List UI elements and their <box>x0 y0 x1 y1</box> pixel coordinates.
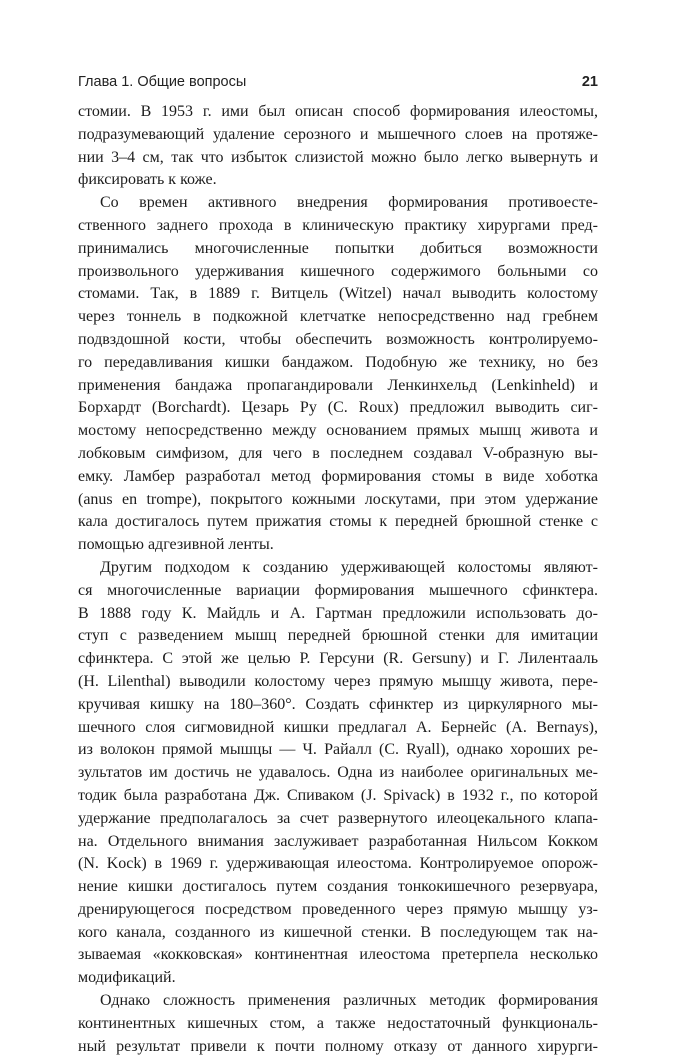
paragraph-2 <box>78 192 598 557</box>
text-line: Борхардт (Borchardt). Цезарь Ру (C. Roux) предложил выводить сиг- <box>78 399 598 417</box>
text-line: тодик была разработана Дж. Спиваком (J. Spivack) в 1932 г., по которой <box>78 786 598 804</box>
text-line: ся многочисленные вариации формирования мышечного сфинктера. <box>78 581 598 599</box>
text-line: помощью адгезивной ленты. <box>78 536 274 554</box>
text-line: стомии. В 1953 г. ими был описан способ формирования илеостомы, <box>78 103 598 120</box>
text-line: емку. Ламбер разработал метод формирования стомы в виде хоботка <box>78 467 598 485</box>
text-line: лобковым симфизом, для чего в последнем создавал V-образную вы- <box>78 444 598 462</box>
body-text <box>78 101 598 1058</box>
text-line: нии 3–4 см, так что избыток слизистой можно было легко вывернуть и <box>78 148 598 166</box>
paragraph-3 <box>78 557 598 990</box>
paragraph-1 <box>78 101 598 192</box>
text-line: ступ с разведением мышц передней брюшной стенки для имитации <box>78 627 598 645</box>
text-line: на. Отдельного внимания заслуживает разработанная Нильсом Кокком <box>78 832 598 850</box>
chapter-title: Глава 1. Общие вопросы <box>78 74 247 90</box>
text-line: принимались многочисленные попытки добиться возможности <box>78 239 598 257</box>
text-line: дренирующегося посредством проведенного через прямую мышцу уз- <box>78 900 598 918</box>
text-line: Другим подходом к созданию удерживающей колостомы являют- <box>100 558 598 576</box>
text-line: (anus en trompe), покрытого кожными лоскутами, при этом удержание <box>78 490 598 508</box>
text-line: применения бандажа пропагандировали Ленкинхельд (Lenkinheld) и <box>78 376 598 394</box>
page-number: 21 <box>581 74 598 90</box>
text-line: кала достигалось путем прижатия стомы к передней брюшной стенке с <box>78 513 598 531</box>
text-line: через тоннель в подкожной клетчатке непосредственно над гребнем <box>78 308 598 326</box>
text-line: (H. Lilenthal) выводили колостому через прямую мышцу живота, пере- <box>78 672 598 690</box>
text-line: континентных кишечных стом, а также недостаточный функциональ- <box>78 1014 598 1032</box>
text-line: стомами. Так, в 1889 г. Витцель (Witzel) начал выводить колостому <box>78 285 598 303</box>
paragraph-4 <box>78 990 598 1058</box>
text-line: сфинктера. С этой же целью Р. Герсуни (R. Gersuny) и Г. Лилентааль <box>78 650 598 668</box>
text-line: подвздошной кости, чтобы обеспечить возможность контролируемо- <box>78 330 598 348</box>
text-line: нение кишки достигалось путем создания тонкокишечного резервуара, <box>78 878 598 896</box>
text-line: (N. Kock) в 1969 г. удерживающая илеостома. Контролируемое опорож- <box>78 855 598 873</box>
text-line: кого канала, созданного из кишечной стенки. В последующем так на- <box>78 923 598 941</box>
text-line: модификаций. <box>78 969 176 987</box>
text-line: Однако сложность применения различных методик формирования <box>100 992 598 1010</box>
text-line: зываемая «кокковская» континентная илеостома претерпела несколько <box>78 946 598 964</box>
text-line: подразумевающий удаление серозного и мышечного слоев на протяже- <box>78 125 598 143</box>
text-line: го передавливания кишки бандажом. Подобную же технику, но без <box>78 353 598 371</box>
text-line: В 1888 году К. Майдль и А. Гартман предложили использовать до- <box>78 604 598 622</box>
text-line: ственного заднего прохода в клиническую практику хирургами пред- <box>78 216 598 234</box>
text-line: Со времен активного внедрения формирования противоесте- <box>100 194 598 212</box>
text-line: мостому непосредственно между основанием прямых мышц живота и <box>78 422 598 440</box>
text-line: шечного слоя сигмовидной кишки предлагал А. Бернейс (A. Bernays), <box>78 718 598 736</box>
text-line: из волокон прямой мышцы — Ч. Райалл (C. Ryall), однако хороших ре- <box>78 741 598 759</box>
text-line: удержание предполагалось за счет развернутого илеоцекального клапа- <box>78 809 598 827</box>
text-line: кручивая кишку на 180–360°. Создать сфинктер из циркулярного мы- <box>78 695 598 713</box>
text-line: зультатов им достичь не удавалось. Одна из наиболее оригинальных ме- <box>78 764 598 782</box>
running-header <box>78 74 598 94</box>
text-line: ный результат привели к почти полному отказу от данного хирурги- <box>78 1037 598 1055</box>
text-line: произвольного удерживания кишечного содержимого больными со <box>78 262 598 280</box>
text-line: фиксировать к коже. <box>78 171 217 189</box>
